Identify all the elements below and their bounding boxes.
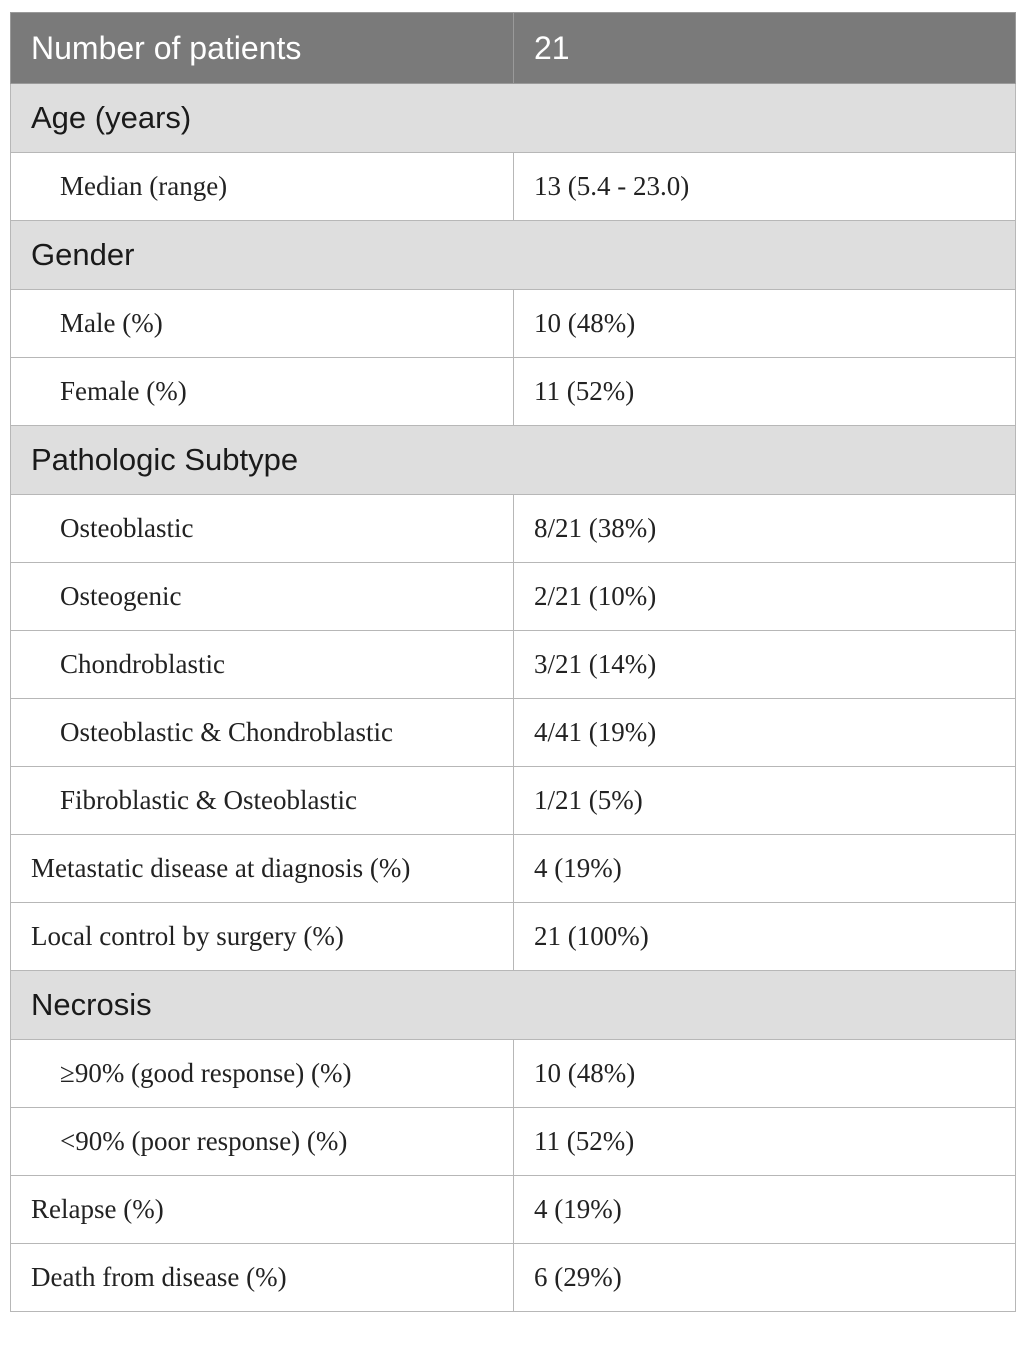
row-value: 13 (5.4 - 23.0) bbox=[514, 153, 1016, 221]
row-value: 21 (100%) bbox=[514, 903, 1016, 971]
table-row bbox=[11, 835, 1016, 903]
table-row bbox=[11, 767, 1016, 835]
row-label: Male (%) bbox=[11, 290, 514, 358]
row-label: Local control by surgery (%) bbox=[11, 903, 514, 971]
section-row-necrosis bbox=[11, 971, 1016, 1040]
row-value: 4/41 (19%) bbox=[514, 699, 1016, 767]
row-label: Female (%) bbox=[11, 358, 514, 426]
row-label: Osteogenic bbox=[11, 563, 514, 631]
table-row bbox=[11, 631, 1016, 699]
row-value: 1/21 (5%) bbox=[514, 767, 1016, 835]
table-row bbox=[11, 563, 1016, 631]
table-header-row bbox=[11, 13, 1016, 84]
table-row bbox=[11, 1108, 1016, 1176]
row-value: 11 (52%) bbox=[514, 358, 1016, 426]
row-label: Osteoblastic bbox=[11, 495, 514, 563]
table-row bbox=[11, 903, 1016, 971]
section-row-pathologic-subtype bbox=[11, 426, 1016, 495]
section-label: Gender bbox=[11, 221, 1016, 290]
row-value: 4 (19%) bbox=[514, 835, 1016, 903]
row-value: 6 (29%) bbox=[514, 1244, 1016, 1312]
row-value: 3/21 (14%) bbox=[514, 631, 1016, 699]
row-label: Chondroblastic bbox=[11, 631, 514, 699]
row-label: ≥90% (good response) (%) bbox=[11, 1040, 514, 1108]
row-value: 2/21 (10%) bbox=[514, 563, 1016, 631]
table-row bbox=[11, 495, 1016, 563]
row-value: 11 (52%) bbox=[514, 1108, 1016, 1176]
table-row bbox=[11, 153, 1016, 221]
section-label: Necrosis bbox=[11, 971, 1016, 1040]
row-value: 10 (48%) bbox=[514, 1040, 1016, 1108]
row-value: 4 (19%) bbox=[514, 1176, 1016, 1244]
row-label: Osteoblastic & Chondroblastic bbox=[11, 699, 514, 767]
section-label: Pathologic Subtype bbox=[11, 426, 1016, 495]
patient-characteristics-table bbox=[10, 12, 1016, 1312]
header-value: 21 bbox=[514, 13, 1016, 84]
row-value: 8/21 (38%) bbox=[514, 495, 1016, 563]
section-row-gender bbox=[11, 221, 1016, 290]
row-label: Metastatic disease at diagnosis (%) bbox=[11, 835, 514, 903]
row-label: Fibroblastic & Osteoblastic bbox=[11, 767, 514, 835]
row-value: 10 (48%) bbox=[514, 290, 1016, 358]
table-row bbox=[11, 699, 1016, 767]
table-row bbox=[11, 358, 1016, 426]
table-row bbox=[11, 1176, 1016, 1244]
table-row bbox=[11, 290, 1016, 358]
row-label: Median (range) bbox=[11, 153, 514, 221]
row-label: Death from disease (%) bbox=[11, 1244, 514, 1312]
row-label: Relapse (%) bbox=[11, 1176, 514, 1244]
table-row bbox=[11, 1244, 1016, 1312]
section-label: Age (years) bbox=[11, 84, 1016, 153]
table-row bbox=[11, 1040, 1016, 1108]
section-row-age bbox=[11, 84, 1016, 153]
header-label: Number of patients bbox=[11, 13, 514, 84]
row-label: <90% (poor response) (%) bbox=[11, 1108, 514, 1176]
